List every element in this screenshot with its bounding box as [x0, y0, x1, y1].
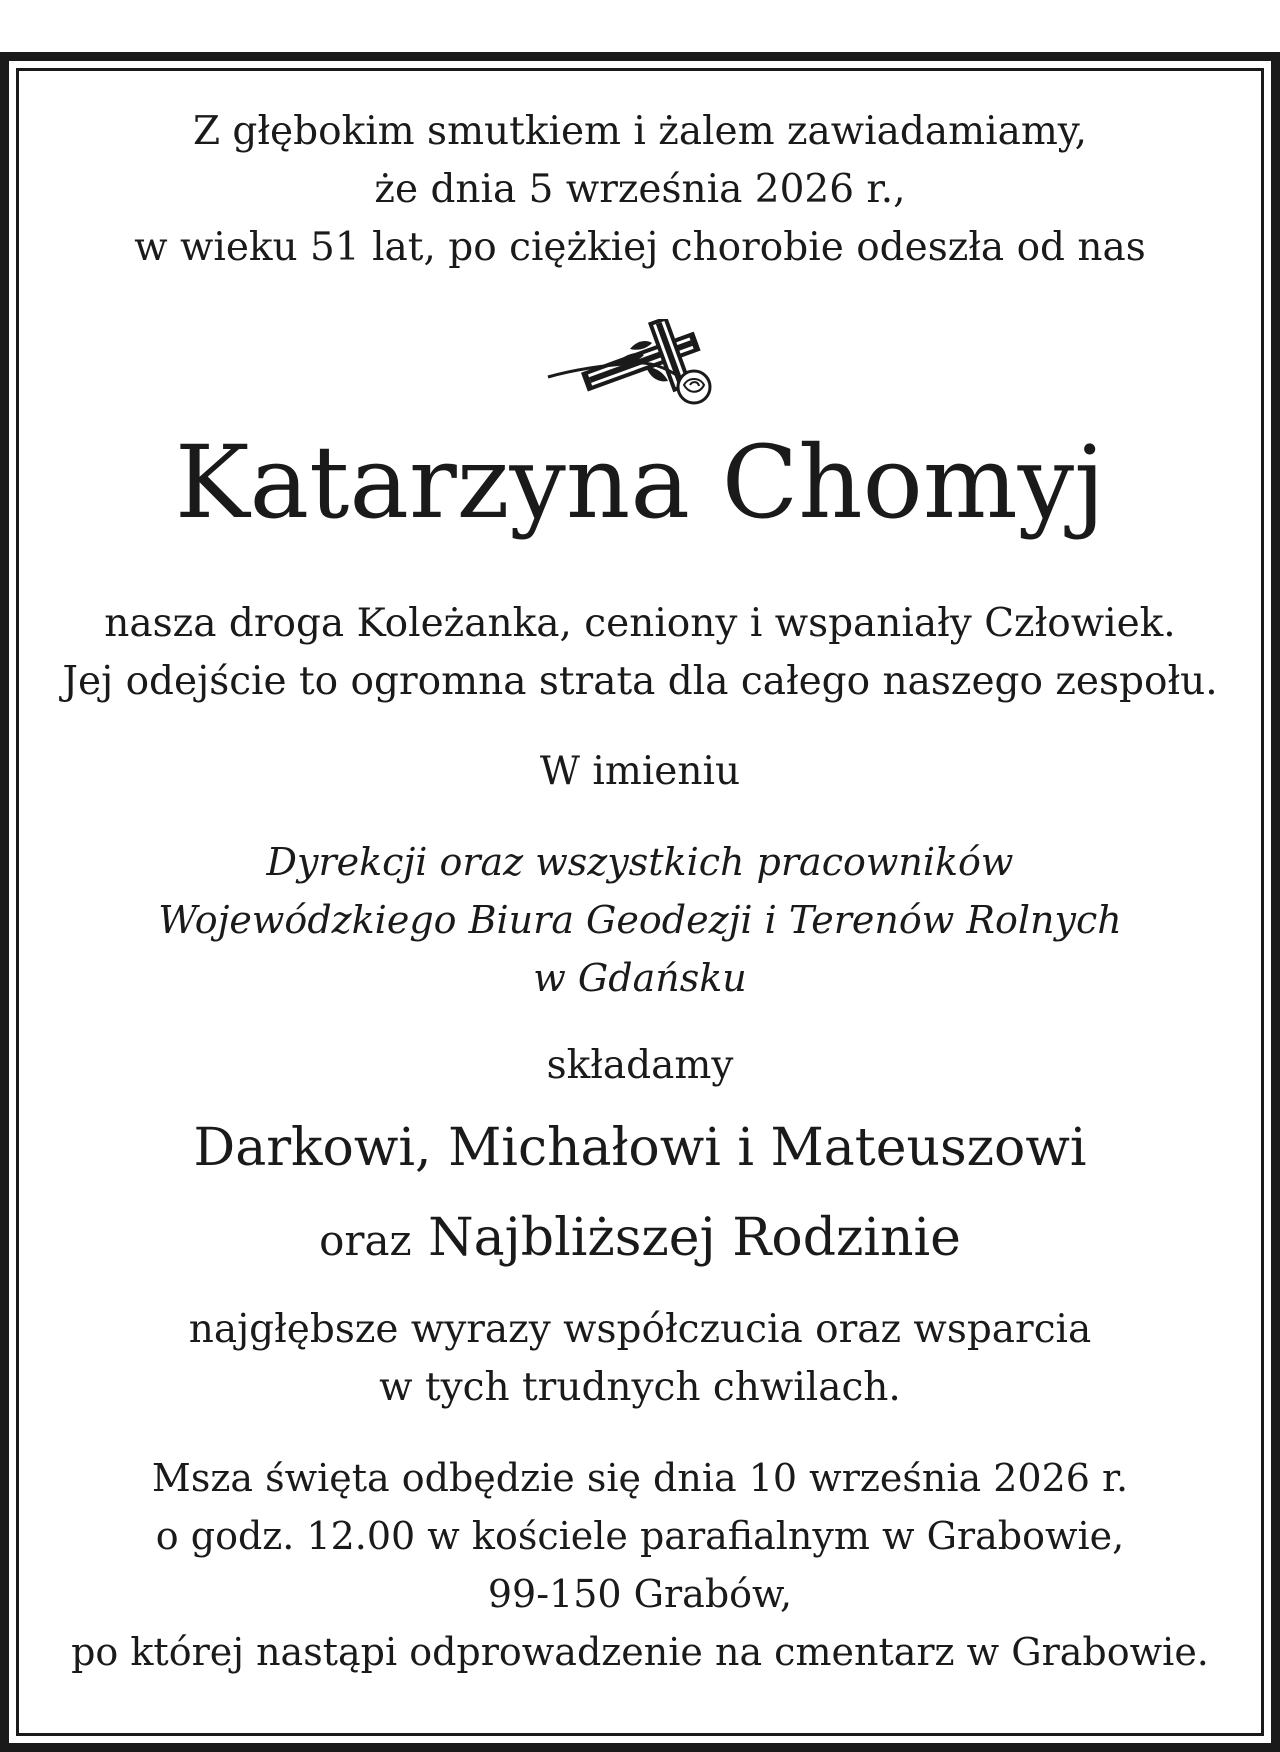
senders-line-2: Wojewódzkiego Biura Geodezji i Terenów Rolnych [158, 898, 1122, 942]
recipients-line-1: Darkowi, Michałowi i Mateuszowi [193, 1118, 1087, 1178]
verb-text: składamy [546, 1043, 734, 1088]
cross-with-rose-icon [546, 319, 738, 409]
mass-line-3: 99-150 Grabów, [487, 1572, 793, 1616]
senders-line-3: w Gdańsku [533, 956, 747, 1000]
mass-line-4: po której nastąpi odprowadzenie na cmentarz w Grabowie. [71, 1630, 1209, 1674]
condolences-line-2: w tych trudnych chwilach. [379, 1365, 901, 1410]
recipients-main: Najbliższej Rodzinie [428, 1208, 961, 1268]
recipients-prefix: oraz [319, 1216, 412, 1265]
obituary-notice [19, 71, 1261, 1733]
recipients-line-2 [19, 1193, 1261, 1286]
on-behalf-text: W imieniu [539, 749, 741, 794]
mass-line-1: Msza święta odbędzie się dnia 10 września 2026 r. [151, 1456, 1129, 1500]
praise-line-2: Jej odejście to ogromna strata dla całego naszego zespołu. [62, 659, 1218, 704]
praise-line-1: nasza droga Koleżanka, ceniony i wspaniały Człowiek. [104, 601, 1176, 646]
intro-line-2: że dnia 5 września 2026 r., [374, 167, 906, 212]
mass-line-2: o godz. 12.00 w kościele parafialnym w Grabowie, [155, 1514, 1125, 1558]
deceased-name: Katarzyna Chomyj [174, 424, 1106, 541]
intro-line-3: w wieku 51 lat, po ciężkiej chorobie odeszła od nas [134, 225, 1146, 270]
senders-line-1: Dyrekcji oraz wszystkich pracowników [266, 840, 1014, 884]
condolences-line-1: najgłębsze wyrazy współczucia oraz wsparcia [188, 1307, 1092, 1352]
intro-line-1: Z głębokim smutkiem i żalem zawiadamiamy, [192, 109, 1088, 154]
